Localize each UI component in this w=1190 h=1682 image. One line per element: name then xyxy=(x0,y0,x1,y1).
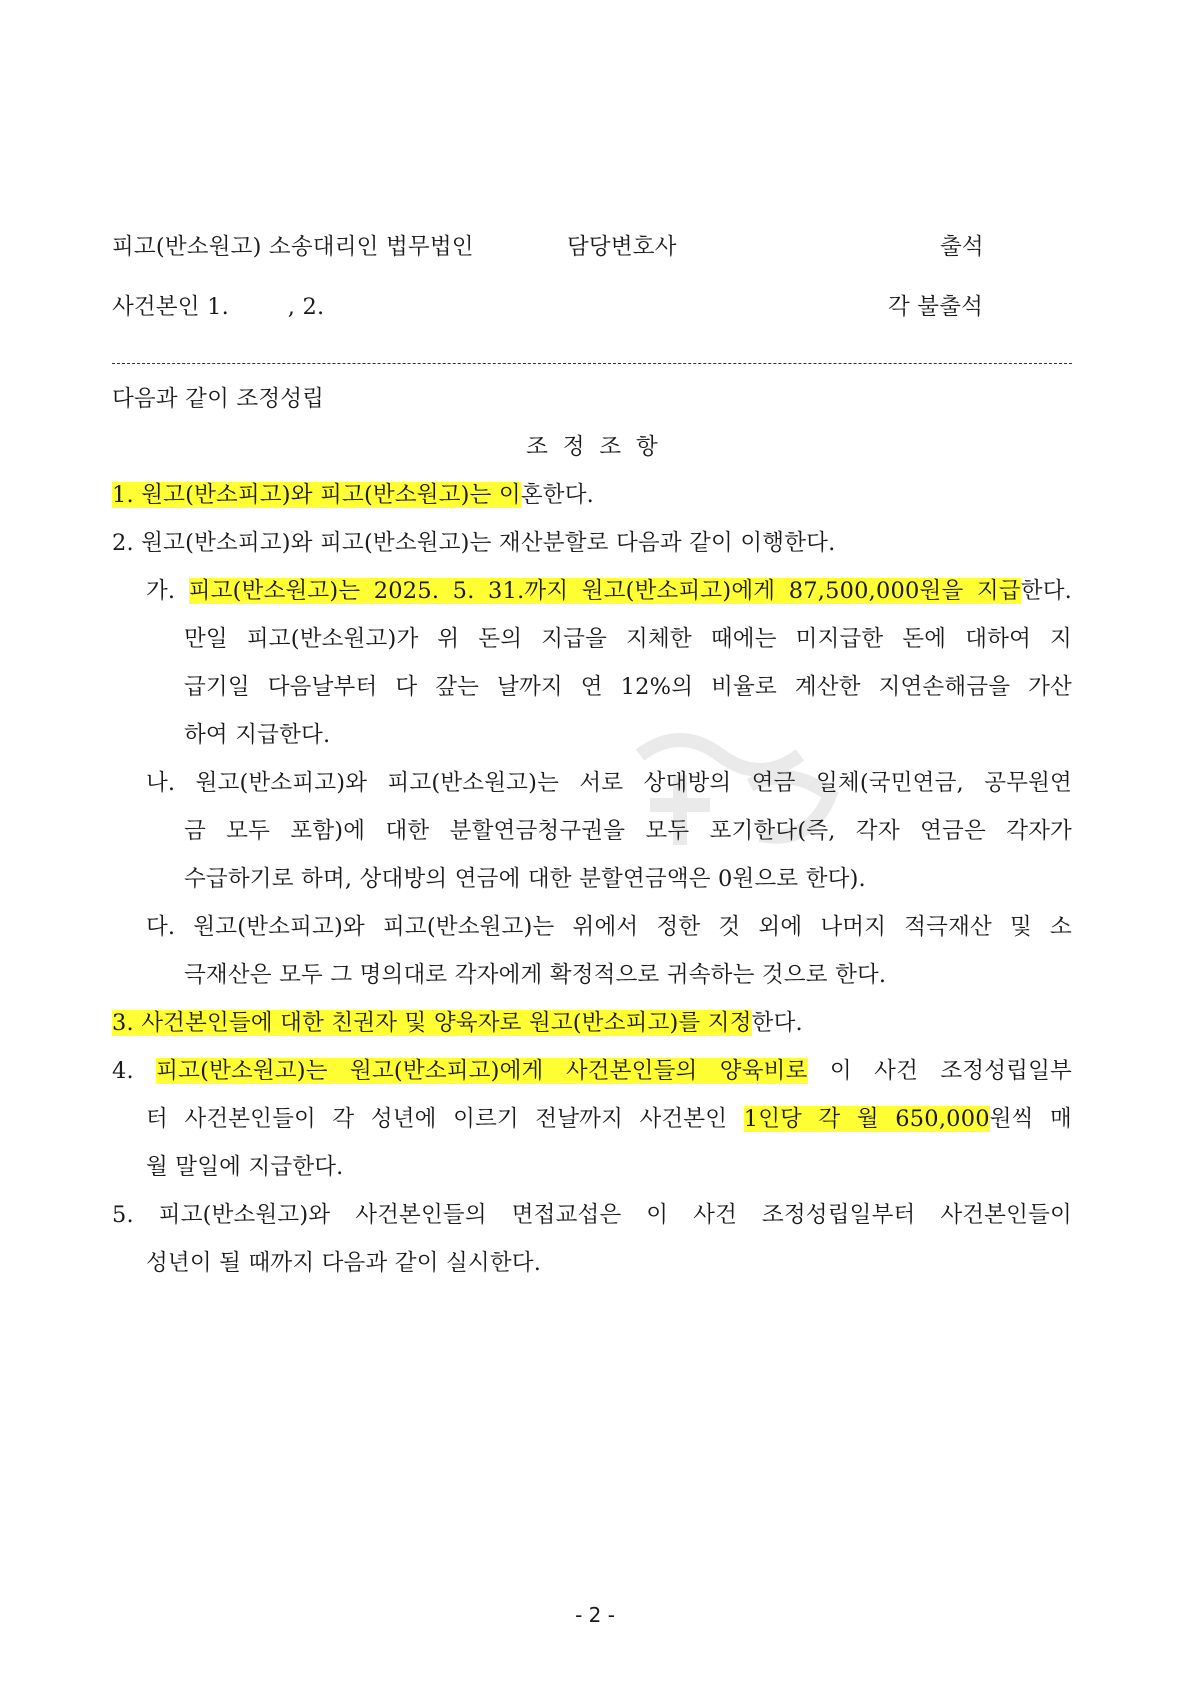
clause-4-line-2 xyxy=(146,1102,1072,1136)
clause-4-highlight: 피고(반소원고)는 원고(반소피고)에게 사건본인들의 양육비로 xyxy=(156,1058,808,1084)
clause-2a-prefix: 가. xyxy=(146,578,189,604)
clause-2a-rest: 한다. xyxy=(1020,578,1072,604)
intro-text: 다음과 같이 조정성립 xyxy=(112,386,325,412)
clause-4-l2-pre: 터 사건본인들이 각 성년에 이르기 전날까지 사건본인 xyxy=(146,1106,744,1132)
clause-3 xyxy=(112,1006,1072,1040)
clause-2b-line-3: 수급하기로 하며, 상대방의 연금에 대한 분할연금액은 0원으로 한다). xyxy=(184,866,866,892)
clause-3-rest: 한다. xyxy=(751,1010,803,1036)
attendance-defendant-row xyxy=(112,230,1072,264)
clause-2a-line-4: 하여 지급한다. xyxy=(184,722,331,748)
clause-4-l2-post: 원씩 매 xyxy=(989,1106,1072,1132)
clause-4-prefix: 4. xyxy=(112,1058,157,1084)
clause-2: 2. 원고(반소피고)와 피고(반소원고)는 재산분할로 다음과 같이 이행한다. xyxy=(112,530,836,556)
clause-4-line-3: 월 말일에 지급한다. xyxy=(146,1154,344,1180)
page-number: - 2 - xyxy=(575,1603,615,1627)
absent-status: 각 불출석 xyxy=(888,294,984,320)
clause-3-highlight: 3. 사건본인들에 대한 친권자 및 양육자로 원고(반소피고)를 지정 xyxy=(112,1010,752,1036)
clause-4-line-1 xyxy=(112,1054,1072,1088)
attendance-principals-row xyxy=(112,290,1072,324)
clause-2b-line-1: 나. 원고(반소피고)와 피고(반소원고)는 서로 상대방의 연금 일체(국민연금, 공무원연 xyxy=(146,770,1072,796)
clause-5-line-1: 5. 피고(반소원고)와 사건본인들의 면접교섭은 이 사건 조정성립일부터 사건본인들이 xyxy=(112,1202,1072,1228)
principals-label: 사건본인 1. , 2. xyxy=(112,294,325,320)
clause-2c-line-1: 다. 원고(반소피고)와 피고(반소원고)는 위에서 정한 것 외에 나머지 적극재산 및 소 xyxy=(146,914,1072,940)
lawyer-label: 담당변호사 xyxy=(567,234,677,260)
present-status: 출석 xyxy=(940,234,984,260)
dashed-divider xyxy=(112,363,1072,364)
clause-4-rest: 이 사건 조정성립일부 xyxy=(807,1058,1072,1084)
clause-1-highlight: 1. 원고(반소피고)와 피고(반소원고)는 이 xyxy=(112,482,521,508)
clause-2a-line-2: 만일 피고(반소원고)가 위 돈의 지급을 지체한 때에는 미지급한 돈에 대하여 지 xyxy=(184,626,1072,652)
section-heading: 조 정 조 항 xyxy=(526,434,658,460)
clause-2a-highlight: 피고(반소원고)는 2025. 5. 31.까지 원고(반소피고)에게 87,500,000원을 지급 xyxy=(188,578,1021,604)
clause-2c-line-2: 극재산은 모두 그 명의대로 각자에게 확정적으로 귀속하는 것으로 한다. xyxy=(184,962,887,988)
clause-2a-line-1 xyxy=(146,574,1072,608)
clause-5-line-2: 성년이 될 때까지 다음과 같이 실시한다. xyxy=(146,1250,542,1276)
defendant-representative: 피고(반소원고) 소송대리인 법무법인 xyxy=(112,234,474,260)
clause-4-l2-highlight: 1인당 각 월 650,000 xyxy=(743,1106,990,1132)
clause-1-rest: 혼한다. xyxy=(520,482,595,508)
clause-2a-line-3: 급기일 다음날부터 다 갚는 날까지 연 12%의 비율로 계산한 지연손해금을 가산 xyxy=(184,674,1072,700)
clause-2b-line-2: 금 모두 포함)에 대한 분할연금청구권을 모두 포기한다(즉, 각자 연금은 각자가 xyxy=(184,818,1072,844)
clause-1 xyxy=(112,478,1072,512)
